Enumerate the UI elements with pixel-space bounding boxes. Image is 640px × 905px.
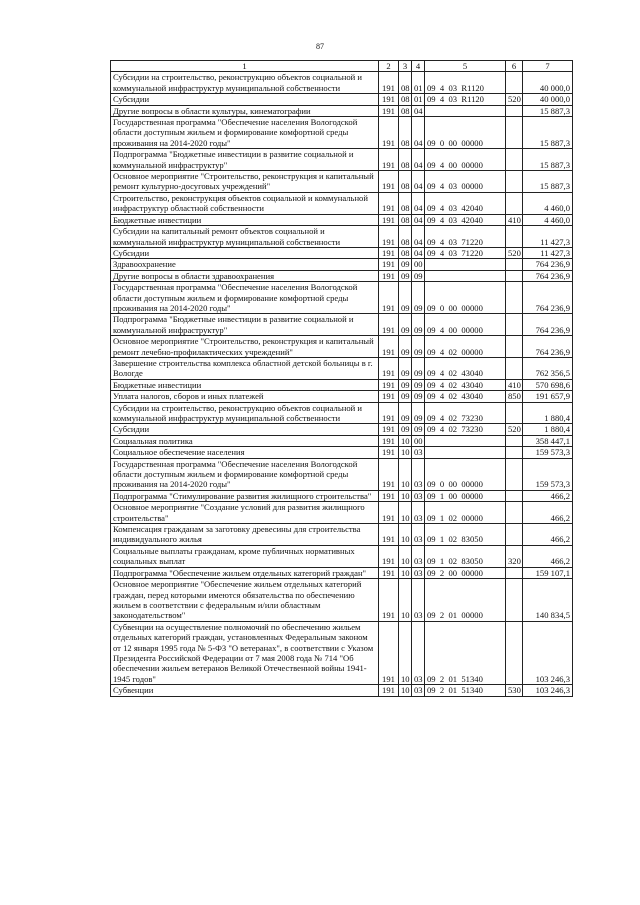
subsection-code: 04 xyxy=(412,226,425,248)
expense-type-code xyxy=(506,336,523,358)
amount: 191 657,9 xyxy=(523,391,573,402)
expense-type-code: 520 xyxy=(506,94,523,105)
row-name: Завершение строительства комплекса областной детской больницы в г. Вологде xyxy=(111,357,379,379)
expense-type-code xyxy=(506,314,523,336)
amount: 40 000,0 xyxy=(523,94,573,105)
subsection-code: 03 xyxy=(412,458,425,490)
subsection-code: 03 xyxy=(412,524,425,546)
amount: 764 236,9 xyxy=(523,282,573,314)
table-row xyxy=(111,502,573,524)
row-name: Бюджетные инвестиции xyxy=(111,379,379,390)
subsection-code: 03 xyxy=(412,447,425,458)
row-name: Бюджетные инвестиции xyxy=(111,214,379,225)
section-code: 09 xyxy=(399,270,412,281)
column-header: 3 xyxy=(399,61,412,72)
section-code: 10 xyxy=(399,621,412,684)
row-name: Основное мероприятие "Строительство, реконструкция и капитальный ремонт лечебно-профилактических учреждений" xyxy=(111,336,379,358)
table-row xyxy=(111,621,573,684)
row-name: Субсидии xyxy=(111,94,379,105)
ministry-code: 191 xyxy=(379,226,399,248)
section-code: 10 xyxy=(399,490,412,501)
section-code: 09 xyxy=(399,379,412,390)
expense-type-code xyxy=(506,524,523,546)
ministry-code: 191 xyxy=(379,424,399,435)
subsection-code: 09 xyxy=(412,357,425,379)
amount: 11 427,3 xyxy=(523,226,573,248)
ministry-code: 191 xyxy=(379,435,399,446)
expense-type-code: 410 xyxy=(506,379,523,390)
table-row xyxy=(111,379,573,390)
subsection-code: 03 xyxy=(412,502,425,524)
table-row xyxy=(111,247,573,258)
ministry-code: 191 xyxy=(379,524,399,546)
expense-type-code xyxy=(506,270,523,281)
table-row xyxy=(111,105,573,116)
ministry-code: 191 xyxy=(379,490,399,501)
amount: 466,2 xyxy=(523,524,573,546)
section-code: 08 xyxy=(399,149,412,171)
section-code: 09 xyxy=(399,357,412,379)
target-article-code: 09 4 03 71220 xyxy=(425,247,506,258)
subsection-code: 04 xyxy=(412,247,425,258)
section-code: 09 xyxy=(399,402,412,424)
subsection-code: 00 xyxy=(412,259,425,270)
expense-type-code xyxy=(506,447,523,458)
ministry-code: 191 xyxy=(379,447,399,458)
amount: 764 236,9 xyxy=(523,314,573,336)
subsection-code: 03 xyxy=(412,579,425,622)
expense-type-code xyxy=(506,105,523,116)
subsection-code: 03 xyxy=(412,621,425,684)
table-row xyxy=(111,490,573,501)
subsection-code: 09 xyxy=(412,391,425,402)
ministry-code: 191 xyxy=(379,545,399,567)
column-header: 1 xyxy=(111,61,379,72)
section-code: 10 xyxy=(399,502,412,524)
amount: 159 107,1 xyxy=(523,567,573,578)
section-code: 08 xyxy=(399,247,412,258)
ministry-code: 191 xyxy=(379,247,399,258)
row-name: Здравоохранение xyxy=(111,259,379,270)
table-row xyxy=(111,447,573,458)
expense-type-code: 520 xyxy=(506,247,523,258)
target-article-code: 09 4 03 42040 xyxy=(425,214,506,225)
expense-type-code: 410 xyxy=(506,214,523,225)
subsection-code: 09 xyxy=(412,379,425,390)
section-code: 10 xyxy=(399,447,412,458)
section-code: 10 xyxy=(399,545,412,567)
expense-type-code xyxy=(506,226,523,248)
amount: 764 236,9 xyxy=(523,270,573,281)
target-article-code: 09 4 02 73230 xyxy=(425,402,506,424)
section-code: 10 xyxy=(399,458,412,490)
ministry-code: 191 xyxy=(379,579,399,622)
amount: 40 000,0 xyxy=(523,72,573,94)
amount: 764 236,9 xyxy=(523,259,573,270)
table-row xyxy=(111,424,573,435)
ministry-code: 191 xyxy=(379,117,399,149)
row-name: Субвенции на осуществление полномочий по обеспечению жильем отдельных категорий граждан, установленных Федеральным законом от 12 января 1995 года № 5-ФЗ "О ветеранах", в соответствии с Указом Президента Российской Федерации от 7 мая 2008 года № 714 "Об обеспечении жильем ветеранов Великой Отечественной войны 1941-1945 годов" xyxy=(111,621,379,684)
target-article-code: 09 2 00 00000 xyxy=(425,567,506,578)
subsection-code: 09 xyxy=(412,270,425,281)
ministry-code: 191 xyxy=(379,458,399,490)
ministry-code: 191 xyxy=(379,105,399,116)
table-row xyxy=(111,391,573,402)
budget-table xyxy=(110,60,573,697)
row-name: Субсидии xyxy=(111,424,379,435)
row-name: Другие вопросы в области культуры, кинематографии xyxy=(111,105,379,116)
table-body xyxy=(111,72,573,696)
amount: 15 887,3 xyxy=(523,171,573,193)
column-header: 6 xyxy=(506,61,523,72)
target-article-code: 09 0 00 00000 xyxy=(425,282,506,314)
row-name: Государственная программа "Обеспечение населения Вологодской области доступным жильем и формирование комфортной среды проживания на 2014-2020 годы" xyxy=(111,117,379,149)
subsection-code: 04 xyxy=(412,149,425,171)
row-name: Субсидии на капитальный ремонт объектов социальной и коммунальной инфраструктур муниципальной собственности xyxy=(111,226,379,248)
column-header: 7 xyxy=(523,61,573,72)
row-name: Государственная программа "Обеспечение населения Вологодской области доступным жильем и формирование комфортной среды проживания на 2014-2020 годы" xyxy=(111,458,379,490)
subsection-code: 04 xyxy=(412,171,425,193)
subsection-code: 03 xyxy=(412,685,425,696)
ministry-code: 191 xyxy=(379,379,399,390)
row-name: Социальные выплаты гражданам, кроме публичных нормативных социальных выплат xyxy=(111,545,379,567)
ministry-code: 191 xyxy=(379,94,399,105)
subsection-code: 01 xyxy=(412,72,425,94)
target-article-code xyxy=(425,270,506,281)
section-code: 09 xyxy=(399,314,412,336)
section-code: 08 xyxy=(399,105,412,116)
target-article-code: 09 2 01 51340 xyxy=(425,685,506,696)
amount: 764 236,9 xyxy=(523,336,573,358)
target-article-code xyxy=(425,435,506,446)
target-article-code: 09 1 00 00000 xyxy=(425,490,506,501)
target-article-code: 09 4 00 00000 xyxy=(425,149,506,171)
ministry-code: 191 xyxy=(379,357,399,379)
amount: 159 573,3 xyxy=(523,447,573,458)
table-row xyxy=(111,685,573,696)
row-name: Государственная программа "Обеспечение населения Вологодской области доступным жильем и формирование комфортной среды проживания на 2014-2020 годы" xyxy=(111,282,379,314)
section-code: 09 xyxy=(399,259,412,270)
subsection-code: 03 xyxy=(412,490,425,501)
ministry-code: 191 xyxy=(379,314,399,336)
subsection-code: 09 xyxy=(412,424,425,435)
section-code: 10 xyxy=(399,579,412,622)
amount: 103 246,3 xyxy=(523,685,573,696)
row-name: Субвенции xyxy=(111,685,379,696)
ministry-code: 191 xyxy=(379,270,399,281)
amount: 4 460,0 xyxy=(523,192,573,214)
amount: 466,2 xyxy=(523,545,573,567)
table-row xyxy=(111,579,573,622)
target-article-code: 09 1 02 83050 xyxy=(425,524,506,546)
ministry-code: 191 xyxy=(379,621,399,684)
target-article-code: 09 0 00 00000 xyxy=(425,117,506,149)
ministry-code: 191 xyxy=(379,192,399,214)
subsection-code: 03 xyxy=(412,545,425,567)
amount: 1 880,4 xyxy=(523,424,573,435)
table-row xyxy=(111,214,573,225)
subsection-code: 04 xyxy=(412,105,425,116)
amount: 159 573,3 xyxy=(523,458,573,490)
target-article-code: 09 1 02 83050 xyxy=(425,545,506,567)
table-row xyxy=(111,226,573,248)
subsection-code: 09 xyxy=(412,314,425,336)
table-row xyxy=(111,149,573,171)
table-row xyxy=(111,567,573,578)
ministry-code: 191 xyxy=(379,259,399,270)
amount: 15 887,3 xyxy=(523,105,573,116)
subsection-code: 03 xyxy=(412,567,425,578)
row-name: Основное мероприятие "Обеспечение жильем отдельных категорий граждан, перед которыми имеются обязательства по обеспечению жильем в соответствии с федеральным и/или областным законодательством" xyxy=(111,579,379,622)
section-code: 10 xyxy=(399,435,412,446)
amount: 358 447,1 xyxy=(523,435,573,446)
subsection-code: 00 xyxy=(412,435,425,446)
amount: 11 427,3 xyxy=(523,247,573,258)
expense-type-code xyxy=(506,192,523,214)
target-article-code xyxy=(425,447,506,458)
target-article-code: 09 4 02 43040 xyxy=(425,379,506,390)
section-code: 10 xyxy=(399,567,412,578)
expense-type-code xyxy=(506,171,523,193)
table-row xyxy=(111,171,573,193)
row-name: Основное мероприятие "Строительство, реконструкция и капитальный ремонт культурно-досуговых учреждений" xyxy=(111,171,379,193)
row-name: Субсидии на строительство, реконструкцию объектов социальной и коммунальной инфраструктур муниципальной собственности xyxy=(111,402,379,424)
column-header: 5 xyxy=(425,61,506,72)
ministry-code: 191 xyxy=(379,391,399,402)
ministry-code: 191 xyxy=(379,685,399,696)
expense-type-code xyxy=(506,502,523,524)
subsection-code: 04 xyxy=(412,192,425,214)
expense-type-code xyxy=(506,149,523,171)
subsection-code: 09 xyxy=(412,336,425,358)
row-name: Подпрограмма "Бюджетные инвестиции в развитие социальной и коммунальной инфраструктур" xyxy=(111,149,379,171)
row-name: Подпрограмма "Стимулирование развития жилищного строительства" xyxy=(111,490,379,501)
expense-type-code xyxy=(506,621,523,684)
expense-type-code xyxy=(506,579,523,622)
expense-type-code: 320 xyxy=(506,545,523,567)
target-article-code: 09 4 02 43040 xyxy=(425,391,506,402)
table-row xyxy=(111,402,573,424)
expense-type-code xyxy=(506,567,523,578)
ministry-code: 191 xyxy=(379,214,399,225)
section-code: 08 xyxy=(399,171,412,193)
expense-type-code: 530 xyxy=(506,685,523,696)
expense-type-code xyxy=(506,357,523,379)
target-article-code: 09 4 00 00000 xyxy=(425,314,506,336)
table-row xyxy=(111,117,573,149)
row-name: Социальное обеспечение населения xyxy=(111,447,379,458)
expense-type-code xyxy=(506,259,523,270)
section-code: 08 xyxy=(399,94,412,105)
expense-type-code xyxy=(506,435,523,446)
section-code: 08 xyxy=(399,214,412,225)
target-article-code: 09 2 01 00000 xyxy=(425,579,506,622)
section-code: 09 xyxy=(399,424,412,435)
table-row xyxy=(111,524,573,546)
expense-type-code xyxy=(506,282,523,314)
amount: 466,2 xyxy=(523,502,573,524)
table-row xyxy=(111,259,573,270)
row-name: Субсидии xyxy=(111,247,379,258)
target-article-code: 09 4 03 42040 xyxy=(425,192,506,214)
target-article-code: 09 4 02 43040 xyxy=(425,357,506,379)
row-name: Уплата налогов, сборов и иных платежей xyxy=(111,391,379,402)
subsection-code: 04 xyxy=(412,214,425,225)
row-name: Подпрограмма "Обеспечение жильем отдельных категорий граждан" xyxy=(111,567,379,578)
column-header: 4 xyxy=(412,61,425,72)
expense-type-code: 520 xyxy=(506,424,523,435)
expense-type-code xyxy=(506,490,523,501)
table-row xyxy=(111,270,573,281)
ministry-code: 191 xyxy=(379,72,399,94)
amount: 103 246,3 xyxy=(523,621,573,684)
target-article-code: 09 2 01 51340 xyxy=(425,621,506,684)
row-name: Подпрограмма "Бюджетные инвестиции в развитие социальной и коммунальной инфраструктур" xyxy=(111,314,379,336)
table-row xyxy=(111,72,573,94)
table-row xyxy=(111,545,573,567)
section-code: 08 xyxy=(399,192,412,214)
expense-type-code xyxy=(506,458,523,490)
section-code: 08 xyxy=(399,117,412,149)
table-row xyxy=(111,94,573,105)
expense-type-code: 850 xyxy=(506,391,523,402)
row-name: Социальная политика xyxy=(111,435,379,446)
table-row xyxy=(111,314,573,336)
section-code: 10 xyxy=(399,685,412,696)
section-code: 08 xyxy=(399,72,412,94)
subsection-code: 01 xyxy=(412,94,425,105)
amount: 15 887,3 xyxy=(523,117,573,149)
table-row xyxy=(111,282,573,314)
subsection-code: 04 xyxy=(412,117,425,149)
row-name: Основное мероприятие "Создание условий для развития жилищного строительства" xyxy=(111,502,379,524)
target-article-code xyxy=(425,105,506,116)
row-name: Субсидии на строительство, реконструкцию объектов социальной и коммунальной инфраструктур муниципальной собственности xyxy=(111,72,379,94)
row-name: Компенсация гражданам за заготовку древесины для строительства индивидуального жилья xyxy=(111,524,379,546)
target-article-code: 09 0 00 00000 xyxy=(425,458,506,490)
section-code: 09 xyxy=(399,336,412,358)
amount: 466,2 xyxy=(523,490,573,501)
amount: 762 356,5 xyxy=(523,357,573,379)
section-code: 10 xyxy=(399,524,412,546)
section-code: 09 xyxy=(399,282,412,314)
ministry-code: 191 xyxy=(379,149,399,171)
ministry-code: 191 xyxy=(379,402,399,424)
subsection-code: 09 xyxy=(412,402,425,424)
target-article-code: 09 4 03 R1120 xyxy=(425,94,506,105)
ministry-code: 191 xyxy=(379,282,399,314)
expense-type-code xyxy=(506,402,523,424)
target-article-code: 09 4 03 R1120 xyxy=(425,72,506,94)
subsection-code: 09 xyxy=(412,282,425,314)
ministry-code: 191 xyxy=(379,567,399,578)
section-code: 09 xyxy=(399,391,412,402)
table-row xyxy=(111,458,573,490)
section-code: 08 xyxy=(399,226,412,248)
amount: 140 834,5 xyxy=(523,579,573,622)
target-article-code: 09 4 03 71220 xyxy=(425,226,506,248)
table-row xyxy=(111,435,573,446)
target-article-code: 09 1 02 00000 xyxy=(425,502,506,524)
table-row xyxy=(111,192,573,214)
amount: 15 887,3 xyxy=(523,149,573,171)
column-header: 2 xyxy=(379,61,399,72)
ministry-code: 191 xyxy=(379,336,399,358)
table-row xyxy=(111,336,573,358)
target-article-code: 09 4 02 00000 xyxy=(425,336,506,358)
expense-type-code xyxy=(506,117,523,149)
page-number: 87 xyxy=(316,42,324,51)
ministry-code: 191 xyxy=(379,502,399,524)
header-row xyxy=(111,61,573,72)
target-article-code xyxy=(425,259,506,270)
amount: 570 698,6 xyxy=(523,379,573,390)
expense-type-code xyxy=(506,72,523,94)
ministry-code: 191 xyxy=(379,171,399,193)
target-article-code: 09 4 02 73230 xyxy=(425,424,506,435)
row-name: Строительство, реконструкция объектов социальной и коммунальной инфраструктур областной собственности xyxy=(111,192,379,214)
row-name: Другие вопросы в области здравоохранения xyxy=(111,270,379,281)
table-row xyxy=(111,357,573,379)
amount: 1 880,4 xyxy=(523,402,573,424)
amount: 4 460,0 xyxy=(523,214,573,225)
target-article-code: 09 4 03 00000 xyxy=(425,171,506,193)
